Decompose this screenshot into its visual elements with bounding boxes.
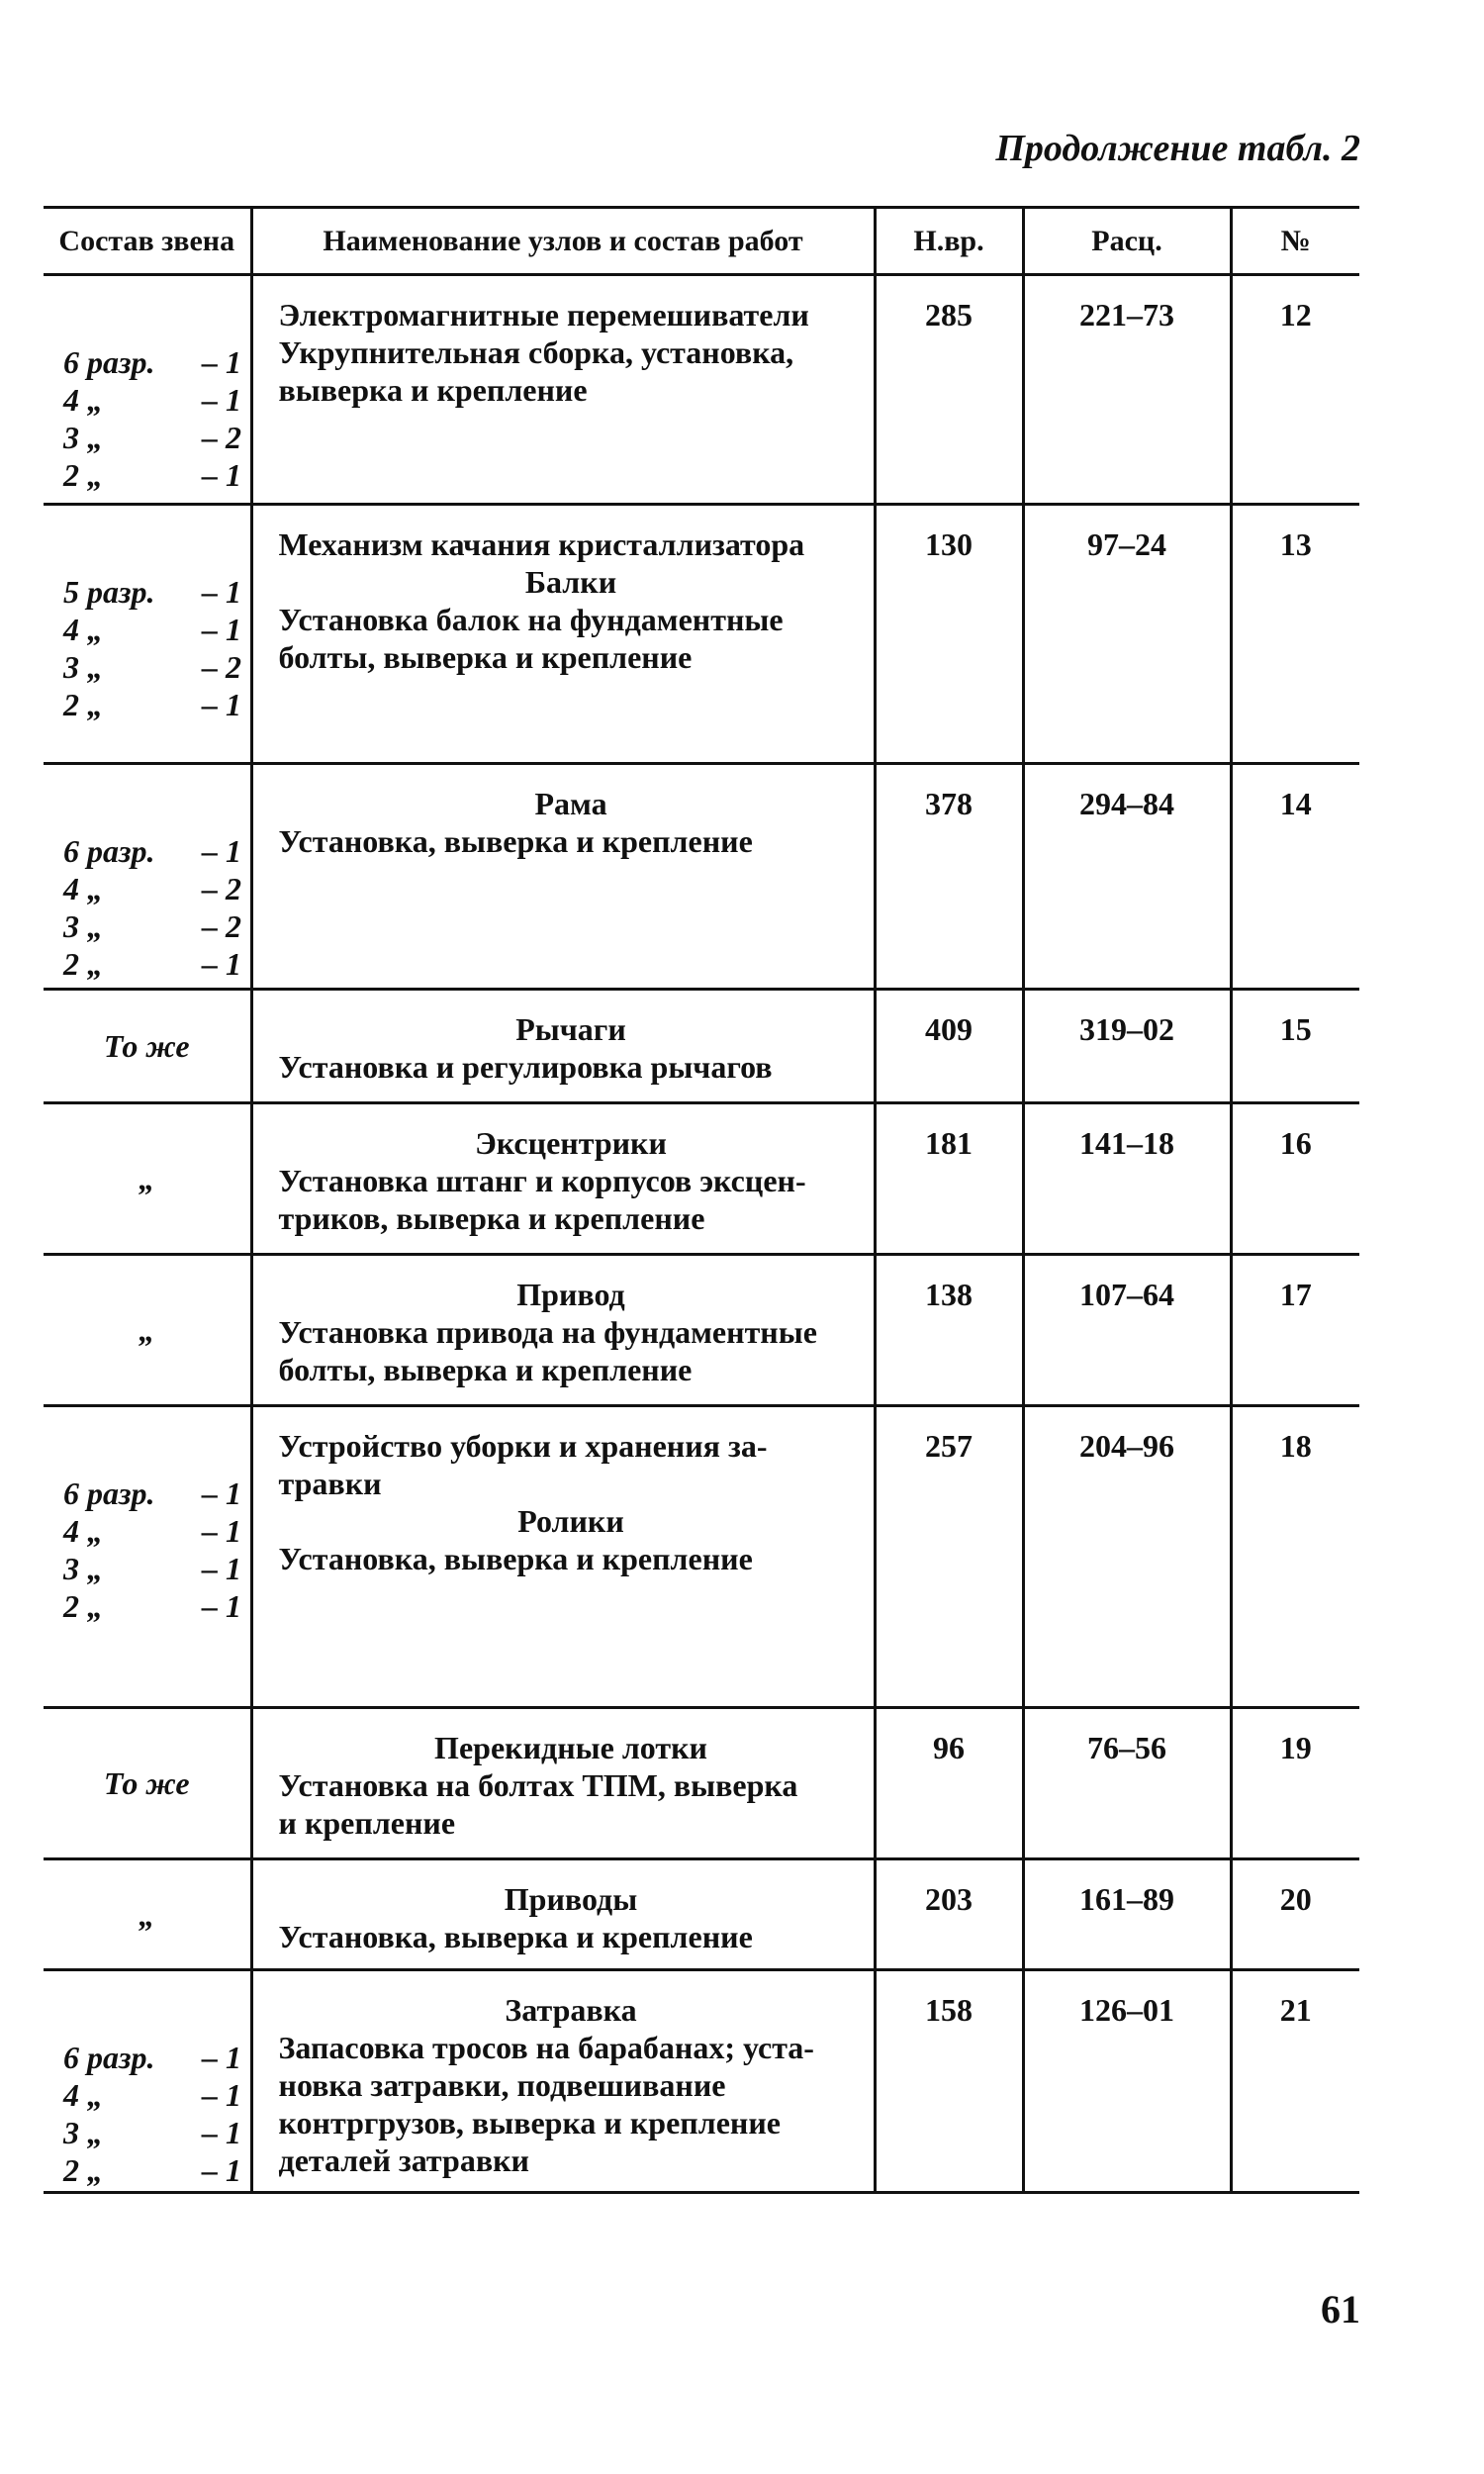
unit-name: Рычаги <box>515 1011 626 1047</box>
rate-cell: 76–56 <box>1023 1708 1231 1859</box>
crew-count: – 1 <box>202 687 241 722</box>
crew-count: – 1 <box>202 833 241 869</box>
description-cell <box>251 275 875 505</box>
crew-count: – 1 <box>202 344 241 380</box>
crew-count: – 1 <box>202 946 241 982</box>
unit-name: Привод <box>516 1277 625 1312</box>
table-row <box>44 1406 1359 1708</box>
rate-cell: 294–84 <box>1023 764 1231 990</box>
crew-grade: 4 „ <box>63 612 103 647</box>
crew-line <box>63 343 250 381</box>
description-cell <box>251 990 875 1103</box>
crew-line <box>63 870 250 907</box>
crew-line <box>63 1587 250 1625</box>
crew-line <box>63 945 250 983</box>
crew-line <box>63 2039 250 2076</box>
crew-line <box>63 456 250 494</box>
work-description-line: и крепление <box>278 1805 456 1841</box>
work-description-line: Механизм качания кристаллизатора <box>278 526 805 562</box>
work-description-line: Установка на болтах ТПМ, выверка <box>278 1767 798 1803</box>
crew-line <box>63 1550 250 1587</box>
table-header-row <box>44 208 1359 275</box>
description-cell <box>251 764 875 990</box>
crew-count: – 1 <box>202 2115 241 2150</box>
time-norm-cell: 96 <box>875 1708 1023 1859</box>
crew-grade: 6 разр. <box>63 2040 155 2075</box>
description-cell <box>251 1406 875 1708</box>
time-norm-cell: 181 <box>875 1103 1023 1255</box>
crew-grade: 4 „ <box>63 1513 103 1549</box>
rate-cell: 161–89 <box>1023 1859 1231 1970</box>
crew-same-as-above: „ <box>139 1312 155 1348</box>
work-description-line: болты, выверка и крепление <box>278 1352 693 1387</box>
unit-name: Ролики <box>517 1503 624 1539</box>
description-cell <box>251 1103 875 1255</box>
description-cell <box>251 1859 875 1970</box>
work-description-line: Установка балок на фундаментные <box>278 602 784 637</box>
crew-count: – 2 <box>202 649 241 685</box>
crew-grade: 6 разр. <box>63 344 155 380</box>
work-norms-table <box>44 206 1359 2194</box>
time-norm-cell: 378 <box>875 764 1023 990</box>
crew-grade: 2 „ <box>63 457 103 493</box>
table-row <box>44 505 1359 764</box>
crew-line <box>63 2151 250 2189</box>
time-norm-cell: 130 <box>875 505 1023 764</box>
time-norm-cell: 203 <box>875 1859 1023 1970</box>
crew-count: – 1 <box>202 612 241 647</box>
work-description-line: болты, выверка и крепление <box>278 639 693 675</box>
crew-grade: 2 „ <box>63 1588 103 1624</box>
work-description-line: Установка, выверка и крепление <box>278 1541 753 1576</box>
work-description-line: Установка, выверка и крепление <box>278 823 753 859</box>
rate-cell: 97–24 <box>1023 505 1231 764</box>
table-row <box>44 1859 1359 1970</box>
page-number: 61 <box>1321 2287 1360 2331</box>
crew-count: – 1 <box>202 1475 241 1511</box>
table-row <box>44 1970 1359 2193</box>
row-number-cell: 13 <box>1231 505 1359 764</box>
crew-line <box>63 419 250 456</box>
work-description-line: Установка привода на фундаментные <box>278 1314 817 1350</box>
crew-composition <box>44 506 250 723</box>
crew-grade: 5 разр. <box>63 574 155 610</box>
crew-line <box>63 1475 250 1512</box>
unit-name: Эксцентрики <box>475 1125 667 1161</box>
unit-name: Балки <box>524 564 617 600</box>
rate-cell: 141–18 <box>1023 1103 1231 1255</box>
crew-grade: 6 разр. <box>63 833 155 869</box>
crew-grade: 4 „ <box>63 382 103 418</box>
crew-same-as-above: „ <box>139 1161 155 1196</box>
table-row <box>44 764 1359 990</box>
crew-count: – 1 <box>202 2040 241 2075</box>
header-rate: Расц. <box>1023 208 1231 275</box>
work-description-line: Установка, выверка и крепление <box>278 1919 753 1954</box>
work-description-line: Электромагнитные перемешиватели <box>278 297 809 333</box>
crew-grade: 3 „ <box>63 908 103 944</box>
work-description-line: контргрузов, выверка и крепление <box>278 2105 781 2141</box>
time-norm-cell: 158 <box>875 1970 1023 2193</box>
crew-grade: 2 „ <box>63 2152 103 2188</box>
unit-name: Рама <box>534 786 607 821</box>
crew-same-as-above: То же <box>103 1028 190 1064</box>
row-number-cell: 20 <box>1231 1859 1359 1970</box>
time-norm-cell: 138 <box>875 1255 1023 1406</box>
crew-grade: 2 „ <box>63 946 103 982</box>
crew-grade: 3 „ <box>63 1551 103 1586</box>
table-continuation-caption: Продолжение табл. 2 <box>995 128 1360 169</box>
time-norm-cell: 257 <box>875 1406 1023 1708</box>
crew-count: – 1 <box>202 457 241 493</box>
crew-count: – 1 <box>202 382 241 418</box>
crew-grade: 3 „ <box>63 2115 103 2150</box>
row-number-cell: 21 <box>1231 1970 1359 2193</box>
row-number-cell: 16 <box>1231 1103 1359 1255</box>
row-number-cell: 17 <box>1231 1255 1359 1406</box>
unit-name: Затравка <box>505 1992 637 2028</box>
crew-cell <box>44 1255 251 1406</box>
header-description: Наименование узлов и состав работ <box>251 208 875 275</box>
description-cell <box>251 505 875 764</box>
work-description-line: новка затравки, подвешивание <box>278 2067 726 2103</box>
work-description-line: Запасовка тросов на барабанах; уста- <box>278 2030 814 2065</box>
crew-cell <box>44 764 251 990</box>
work-description-line: деталей затравки <box>278 2142 529 2178</box>
crew-line <box>63 648 250 686</box>
crew-count: – 1 <box>202 2152 241 2188</box>
crew-same-as-above: То же <box>103 1765 190 1801</box>
rate-cell: 126–01 <box>1023 1970 1231 2193</box>
crew-cell <box>44 1103 251 1255</box>
work-description-line: Установка и регулировка рычагов <box>278 1049 773 1085</box>
crew-count: – 2 <box>202 420 241 455</box>
work-description-line: Устройство уборки и хранения за- <box>278 1428 768 1464</box>
crew-cell <box>44 1859 251 1970</box>
work-description-line: Установка штанг и корпусов эксцен- <box>278 1163 806 1198</box>
time-norm-cell: 409 <box>875 990 1023 1103</box>
table-body <box>44 275 1359 2193</box>
crew-count: – 1 <box>202 1513 241 1549</box>
rate-cell: 319–02 <box>1023 990 1231 1103</box>
crew-grade: 2 „ <box>63 687 103 722</box>
crew-line <box>63 381 250 419</box>
rate-cell: 221–73 <box>1023 275 1231 505</box>
work-description-line: травки <box>278 1466 382 1501</box>
work-description-line: триков, выверка и крепление <box>278 1200 705 1236</box>
crew-grade: 4 „ <box>63 2077 103 2113</box>
crew-line <box>63 573 250 611</box>
crew-grade: 6 разр. <box>63 1475 155 1511</box>
unit-name: Приводы <box>504 1881 638 1917</box>
crew-composition <box>44 1407 250 1625</box>
row-number-cell: 18 <box>1231 1406 1359 1708</box>
crew-count: – 2 <box>202 871 241 906</box>
table-row <box>44 1103 1359 1255</box>
crew-count: – 1 <box>202 1551 241 1586</box>
crew-composition <box>44 276 250 494</box>
crew-line <box>63 1512 250 1550</box>
crew-line <box>63 2114 250 2151</box>
crew-composition <box>44 765 250 983</box>
crew-composition <box>44 1971 250 2189</box>
description-cell <box>251 1970 875 2193</box>
crew-cell <box>44 275 251 505</box>
crew-count: – 1 <box>202 574 241 610</box>
work-description-line: Укрупнительная сборка, установка, <box>278 334 794 370</box>
crew-count: – 2 <box>202 908 241 944</box>
crew-cell <box>44 1708 251 1859</box>
work-description-line: выверка и крепление <box>278 372 588 408</box>
crew-cell <box>44 1970 251 2193</box>
row-number-cell: 15 <box>1231 990 1359 1103</box>
header-crew: Состав звена <box>44 208 251 275</box>
table-row <box>44 275 1359 505</box>
row-number-cell: 19 <box>1231 1708 1359 1859</box>
rate-cell: 204–96 <box>1023 1406 1231 1708</box>
crew-line <box>63 2076 250 2114</box>
crew-cell <box>44 505 251 764</box>
crew-grade: 4 „ <box>63 871 103 906</box>
table-row <box>44 1255 1359 1406</box>
crew-same-as-above: „ <box>139 1896 155 1933</box>
crew-cell <box>44 1406 251 1708</box>
table-row <box>44 1708 1359 1859</box>
description-cell <box>251 1255 875 1406</box>
time-norm-cell: 285 <box>875 275 1023 505</box>
unit-name: Перекидные лотки <box>434 1730 707 1765</box>
crew-count: – 1 <box>202 1588 241 1624</box>
crew-line <box>63 832 250 870</box>
crew-grade: 3 „ <box>63 420 103 455</box>
rate-cell: 107–64 <box>1023 1255 1231 1406</box>
crew-cell <box>44 990 251 1103</box>
header-number: № <box>1231 208 1359 275</box>
row-number-cell: 14 <box>1231 764 1359 990</box>
crew-grade: 3 „ <box>63 649 103 685</box>
crew-count: – 1 <box>202 2077 241 2113</box>
crew-line <box>63 611 250 648</box>
description-cell <box>251 1708 875 1859</box>
crew-line <box>63 907 250 945</box>
row-number-cell: 12 <box>1231 275 1359 505</box>
table-row <box>44 990 1359 1103</box>
crew-line <box>63 686 250 723</box>
header-time-norm: Н.вр. <box>875 208 1023 275</box>
